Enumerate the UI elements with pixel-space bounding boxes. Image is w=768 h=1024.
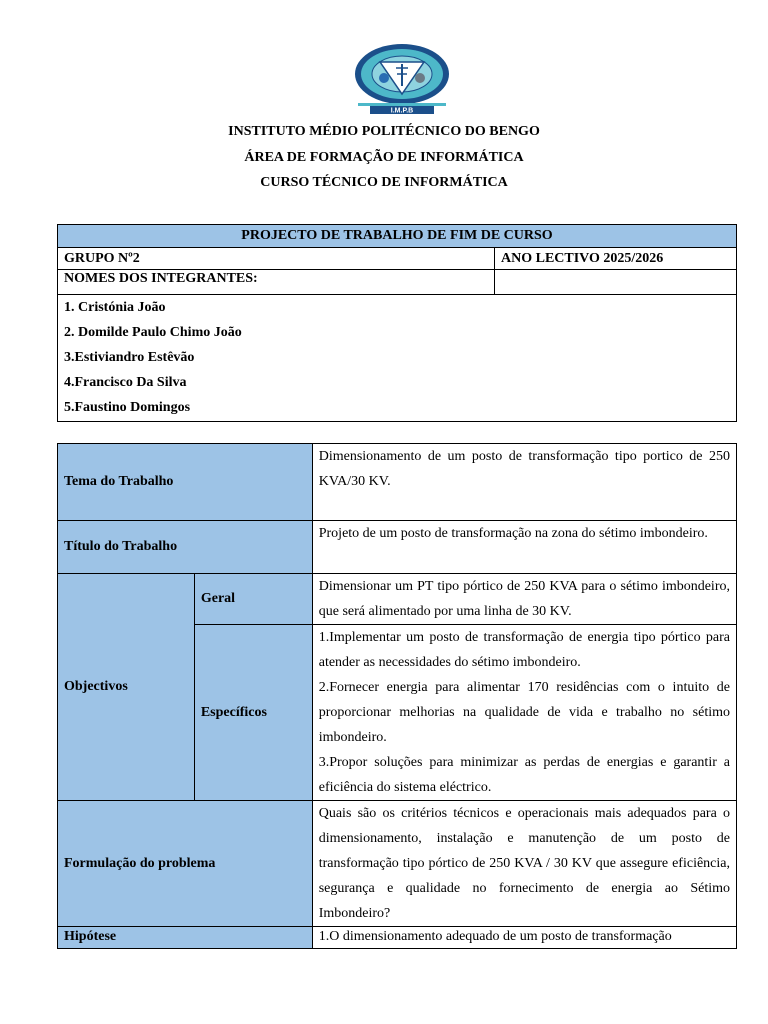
- titulo-value: Projeto de um posto de transformação na zona do sétimo imbondeiro.: [312, 521, 736, 574]
- list-item: 2.Fornecer energia para alimentar 170 residências com o intuito de proporcionar melhorias na qualidade de vida e trabalho no sétimo imbondeiro.: [318, 680, 730, 745]
- project-info-table: [57, 224, 737, 422]
- school-seal-icon: [350, 42, 454, 118]
- group-number: GRUPO Nº2: [58, 248, 495, 270]
- logo-text: I.M.P.B: [390, 107, 414, 115]
- list-item: 1. Cristónia João: [64, 300, 166, 315]
- area-name: ÁREA DE FORMAÇÃO DE INFORMÁTICA: [244, 150, 524, 165]
- hipotese-value: 1.O dimensionamento adequado de um posto de transformação: [312, 927, 736, 949]
- especificos-list: [312, 625, 736, 801]
- objectivos-label: Objectivos: [58, 574, 195, 801]
- geral-label: Geral: [194, 574, 312, 625]
- empty-cell: [495, 270, 737, 295]
- tema-value: Dimensionamento de um posto de transformação tipo portico de 250 KVA/30 KV.: [312, 444, 736, 521]
- members-label: NOMES DOS INTEGRANTES:: [58, 270, 495, 295]
- academic-year: ANO LECTIVO 2025/2026: [495, 248, 737, 270]
- members-list: [58, 295, 737, 422]
- list-item: 1.Implementar um posto de transformação de energia tipo pórtico para atender as necessidades do sétimo imbondeiro.: [318, 630, 730, 670]
- list-item: 3.Propor soluções para minimizar as perdas de energias e garantir a eficiência do sistema eléctrico.: [318, 755, 730, 795]
- list-item: 2. Domilde Paulo Chimo João: [64, 325, 242, 340]
- hipotese-label: Hipótese: [58, 927, 313, 949]
- tema-label: Tema do Trabalho: [58, 444, 313, 521]
- project-title: PROJECTO DE TRABALHO DE FIM DE CURSO: [58, 225, 737, 248]
- especificos-label: Específicos: [194, 625, 312, 801]
- list-item: 3.Estiviandro Estêvão: [64, 350, 195, 365]
- list-item: 5.Faustino Domingos: [64, 400, 191, 415]
- project-details-table: [57, 443, 737, 949]
- titulo-label: Título do Trabalho: [58, 521, 313, 574]
- list-item: 4.Francisco Da Silva: [64, 375, 187, 390]
- course-name: CURSO TÉCNICO DE INFORMÁTICA: [260, 175, 508, 190]
- formulacao-value: Quais são os critérios técnicos e operacionais mais adequados para o dimensionamento, instalação e manutenção de um posto de transformação tipo pórtico de 250 KVA / 30 KV que assegure eficiência, segurança e qualidade no fornecimento de energia ao Sétimo Imbondeiro?: [312, 801, 736, 927]
- institute-name: INSTITUTO MÉDIO POLITÉCNICO DO BENGO: [228, 124, 540, 139]
- geral-value: Dimensionar um PT tipo pórtico de 250 KVA para o sétimo imbondeiro, que será alimentado por uma linha de 30 KV.: [312, 574, 736, 625]
- formulacao-label: Formulação do problema: [58, 801, 313, 927]
